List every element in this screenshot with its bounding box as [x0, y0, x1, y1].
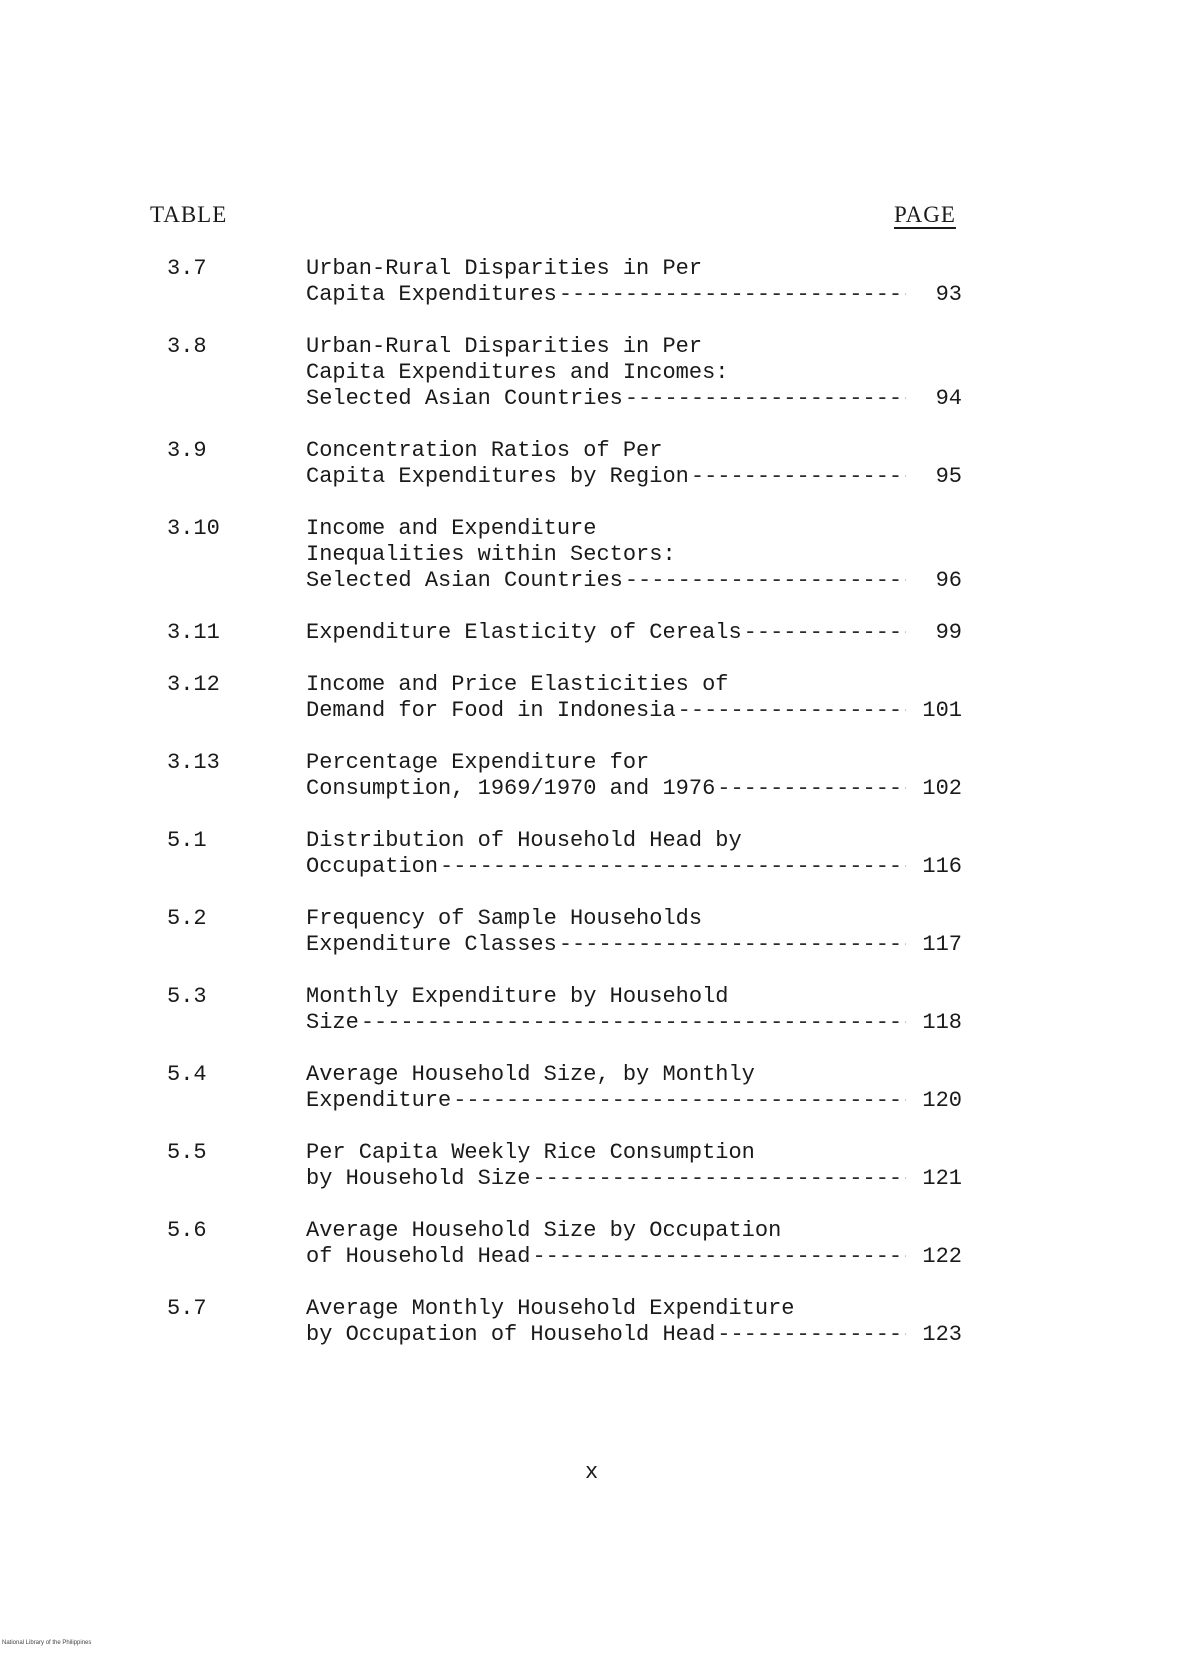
title-line: Percentage Expenditure for — [306, 750, 650, 775]
title-line: Urban-Rural Disparities in Per — [306, 334, 703, 359]
title-last-line — [306, 386, 906, 412]
page-reference: 95 — [935, 464, 962, 489]
title-last-line — [306, 1322, 906, 1348]
table-number: 3.8 — [167, 334, 207, 359]
title-line: Size — [306, 1010, 359, 1035]
table-title — [306, 516, 906, 594]
page-reference: 94 — [935, 386, 962, 411]
title-line: Capita Expenditures — [306, 282, 557, 307]
dot-leader — [744, 620, 906, 646]
list-item — [0, 1296, 1190, 1348]
title-line: by Occupation of Household Head — [306, 1322, 716, 1347]
title-last-line — [306, 854, 906, 880]
dot-leader — [361, 1010, 906, 1036]
table-number: 5.5 — [167, 1140, 207, 1165]
page-reference: 118 — [922, 1010, 962, 1035]
title-last-line — [306, 776, 906, 802]
table-number: 3.7 — [167, 256, 207, 281]
dot-leader — [559, 282, 906, 308]
title-line: Concentration Ratios of Per — [306, 438, 663, 463]
dot-leader — [440, 854, 906, 880]
table-number: 5.1 — [167, 828, 207, 853]
title-last-line — [306, 698, 906, 724]
table-number: 3.12 — [167, 672, 220, 697]
table-title — [306, 906, 906, 958]
title-last-line — [306, 464, 906, 490]
title-line: Capita Expenditures by Region — [306, 464, 689, 489]
title-line: Average Household Size, by Monthly — [306, 1062, 755, 1087]
dot-leader — [532, 1244, 906, 1270]
title-line: Capita Expenditures and Incomes: — [306, 360, 729, 385]
list-item — [0, 620, 1190, 646]
table-title — [306, 620, 906, 646]
dot-leader — [559, 932, 906, 958]
dot-leader — [453, 1088, 906, 1114]
table-number: 5.2 — [167, 906, 207, 931]
table-title — [306, 1296, 906, 1348]
title-line: Income and Price Elasticities of — [306, 672, 729, 697]
title-line: by Household Size — [306, 1166, 531, 1191]
table-title — [306, 984, 906, 1036]
page-reference: 116 — [922, 854, 962, 879]
table-number: 3.9 — [167, 438, 207, 463]
page-reference: 99 — [935, 620, 962, 645]
table-title — [306, 672, 906, 724]
list-item — [0, 438, 1190, 490]
title-line: Monthly Expenditure by Household — [306, 984, 729, 1009]
table-title — [306, 438, 906, 490]
title-line: Selected Asian Countries — [306, 386, 623, 411]
page-reference: 96 — [935, 568, 962, 593]
list-item — [0, 672, 1190, 724]
table-title — [306, 1218, 906, 1270]
scan-watermark: National Library of the Philippines — [2, 1640, 92, 1646]
title-line: Frequency of Sample Households — [306, 906, 703, 931]
title-line: Distribution of Household Head by — [306, 828, 742, 853]
list-item — [0, 334, 1190, 412]
table-number: 3.13 — [167, 750, 220, 775]
dot-leader — [717, 776, 906, 802]
title-last-line — [306, 932, 906, 958]
list-item — [0, 750, 1190, 802]
title-line: Occupation — [306, 854, 439, 879]
list-item — [0, 984, 1190, 1036]
title-last-line — [306, 620, 906, 646]
page-reference: 121 — [922, 1166, 962, 1191]
dot-leader — [625, 568, 906, 594]
table-number: 5.3 — [167, 984, 207, 1009]
table-number: 5.6 — [167, 1218, 207, 1243]
list-item — [0, 1140, 1190, 1192]
list-item — [0, 828, 1190, 880]
dot-leader — [625, 386, 906, 412]
page-reference: 123 — [922, 1322, 962, 1347]
page-column-header: PAGE — [894, 202, 956, 227]
title-line: Selected Asian Countries — [306, 568, 623, 593]
dot-leader — [678, 698, 906, 724]
title-last-line — [306, 1088, 906, 1114]
title-line: of Household Head — [306, 1244, 531, 1269]
table-title — [306, 750, 906, 802]
dot-leader — [717, 1322, 906, 1348]
title-line: Urban-Rural Disparities in Per — [306, 256, 703, 281]
table-number: 5.7 — [167, 1296, 207, 1321]
table-number: 3.10 — [167, 516, 220, 541]
list-item — [0, 1218, 1190, 1270]
title-line: Income and Expenditure — [306, 516, 597, 541]
title-line: Average Household Size by Occupation — [306, 1218, 782, 1243]
title-line: Per Capita Weekly Rice Consumption — [306, 1140, 755, 1165]
title-line: Expenditure Elasticity of Cereals — [306, 620, 742, 645]
table-number: 5.4 — [167, 1062, 207, 1087]
dot-leader — [532, 1166, 906, 1192]
title-line: Consumption, 1969/1970 and 1976 — [306, 776, 716, 801]
page-number: x — [585, 1460, 599, 1485]
page-reference: 102 — [922, 776, 962, 801]
title-last-line — [306, 282, 906, 308]
title-last-line — [306, 1244, 906, 1270]
page-reference: 122 — [922, 1244, 962, 1269]
title-last-line — [306, 1166, 906, 1192]
title-line: Demand for Food in Indonesia — [306, 698, 676, 723]
list-item — [0, 1062, 1190, 1114]
page-reference: 101 — [922, 698, 962, 723]
title-line: Expenditure Classes — [306, 932, 557, 957]
page-reference: 117 — [922, 932, 962, 957]
list-item — [0, 256, 1190, 308]
title-line: Inequalities within Sectors: — [306, 542, 676, 567]
table-title — [306, 1062, 906, 1114]
table-title — [306, 256, 906, 308]
table-number: 3.11 — [167, 620, 220, 645]
title-last-line — [306, 1010, 906, 1036]
table-title — [306, 1140, 906, 1192]
page-reference: 93 — [935, 282, 962, 307]
table-title — [306, 334, 906, 412]
table-column-header: TABLE — [150, 202, 228, 227]
title-line: Expenditure — [306, 1088, 452, 1113]
table-title — [306, 828, 906, 880]
dot-leader — [691, 464, 906, 490]
list-item — [0, 516, 1190, 594]
list-item — [0, 906, 1190, 958]
title-line: Average Monthly Household Expenditure — [306, 1296, 795, 1321]
list-of-tables — [0, 256, 1190, 1374]
page-reference: 120 — [922, 1088, 962, 1113]
title-last-line — [306, 568, 906, 594]
